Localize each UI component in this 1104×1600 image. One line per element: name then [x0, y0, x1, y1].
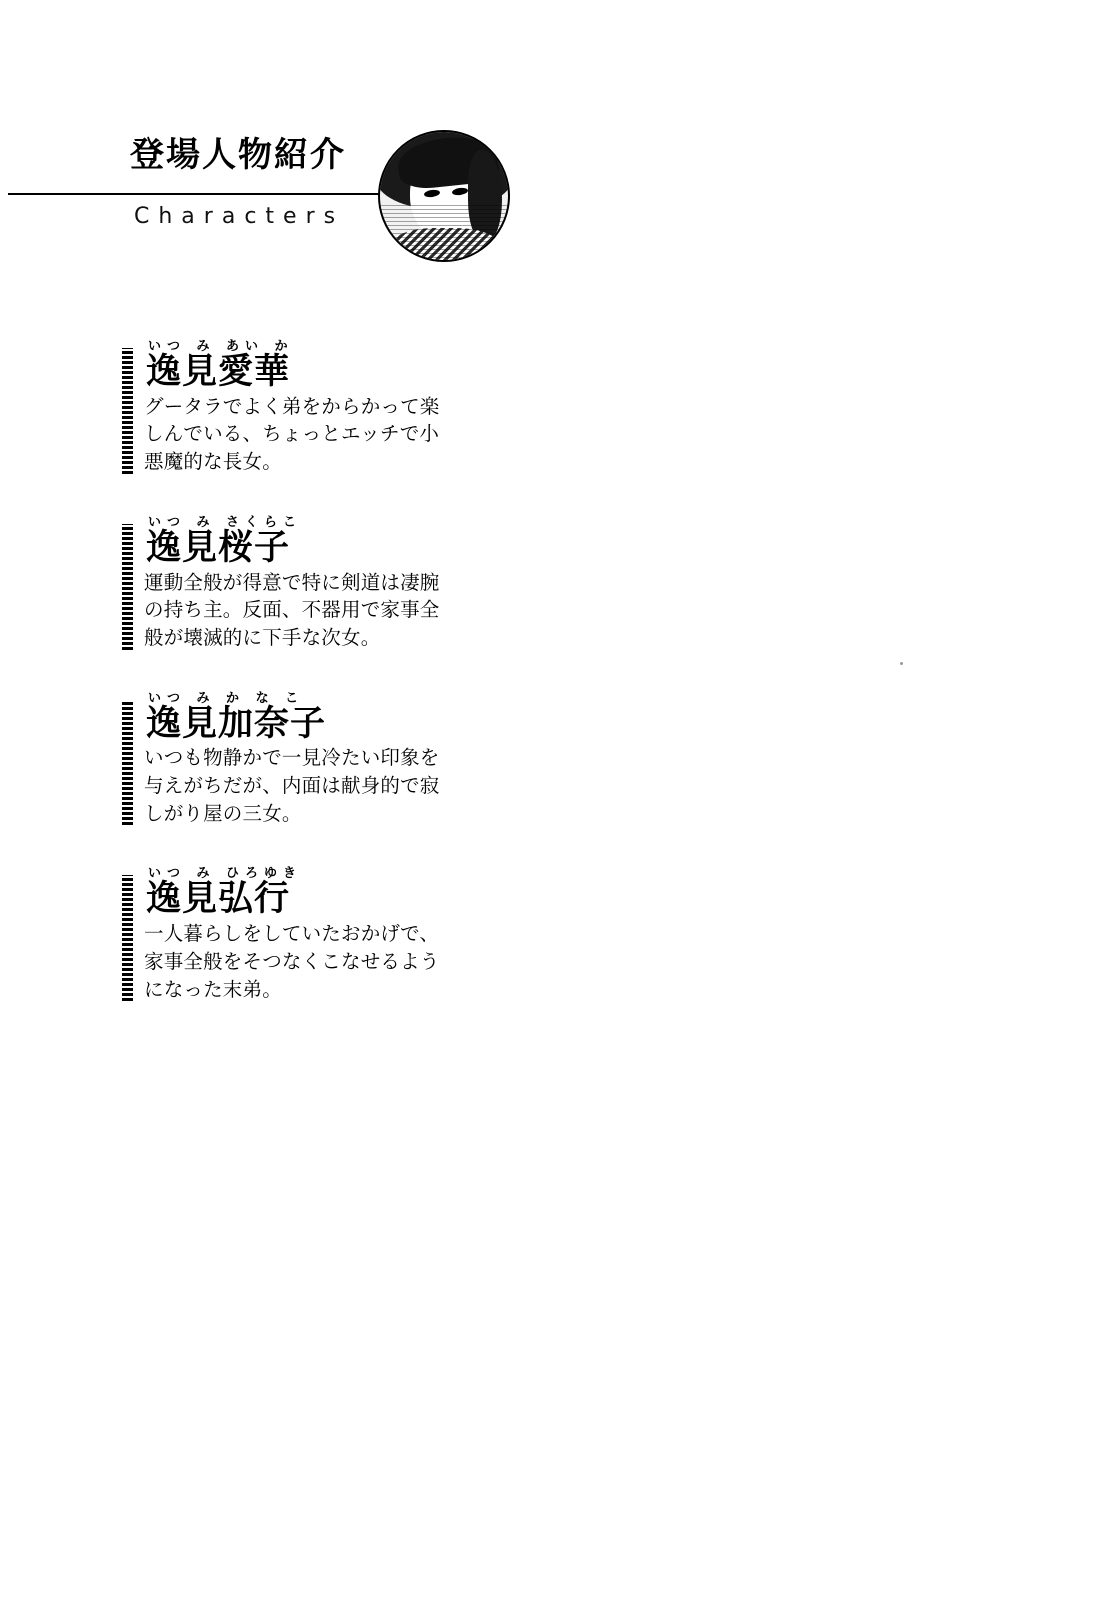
character-name: 逸見加奈子	[146, 703, 327, 744]
character-description: いつも物静かで一見冷たい印象を与えがちだが、内面は献身的で寂しがり屋の三女。	[144, 746, 440, 825]
character-entry	[122, 516, 462, 652]
character-name-ruby: いつ み ひろゆき	[148, 866, 303, 882]
entry-marker-bar	[122, 524, 133, 650]
entry-marker-bar	[122, 875, 133, 1001]
character-name: 逸見弘行	[146, 879, 291, 920]
character-name-ruby: いつ み あい か	[148, 339, 294, 354]
character-entry	[122, 340, 462, 476]
character-description: 運動全般が得意で特に剣道は凄腕の持ち主。反面、不器用で家事全般が壊滅的に下手な次女。	[144, 570, 440, 649]
entry-marker-bar	[122, 700, 133, 826]
portrait-halftone-shade	[380, 202, 508, 262]
character-entry	[122, 867, 462, 1003]
page-title: 登場人物紹介	[130, 135, 346, 175]
print-artifact-dot	[900, 662, 903, 665]
character-name-ruby: いつ み か な こ	[148, 690, 305, 706]
character-name: 逸見桜子	[146, 527, 291, 568]
girl-portrait-icon	[378, 130, 510, 262]
character-list	[122, 340, 462, 1043]
page-subtitle: Characters	[134, 204, 345, 229]
page-header	[0, 130, 520, 280]
character-name-ruby: いつ み さくらこ	[148, 514, 303, 530]
header-divider	[8, 193, 388, 195]
character-description: 一人暮らしをしていたおかげで、家事全般をそつなくこなせるようになった末弟。	[144, 922, 440, 1001]
character-description: グータラでよく弟をからかって楽しんでいる、ちょっとエッチで小悪魔的な長女。	[144, 394, 440, 474]
character-entry	[122, 692, 462, 828]
character-name: 逸見愛華	[146, 352, 291, 392]
entry-marker-bar	[122, 348, 133, 474]
